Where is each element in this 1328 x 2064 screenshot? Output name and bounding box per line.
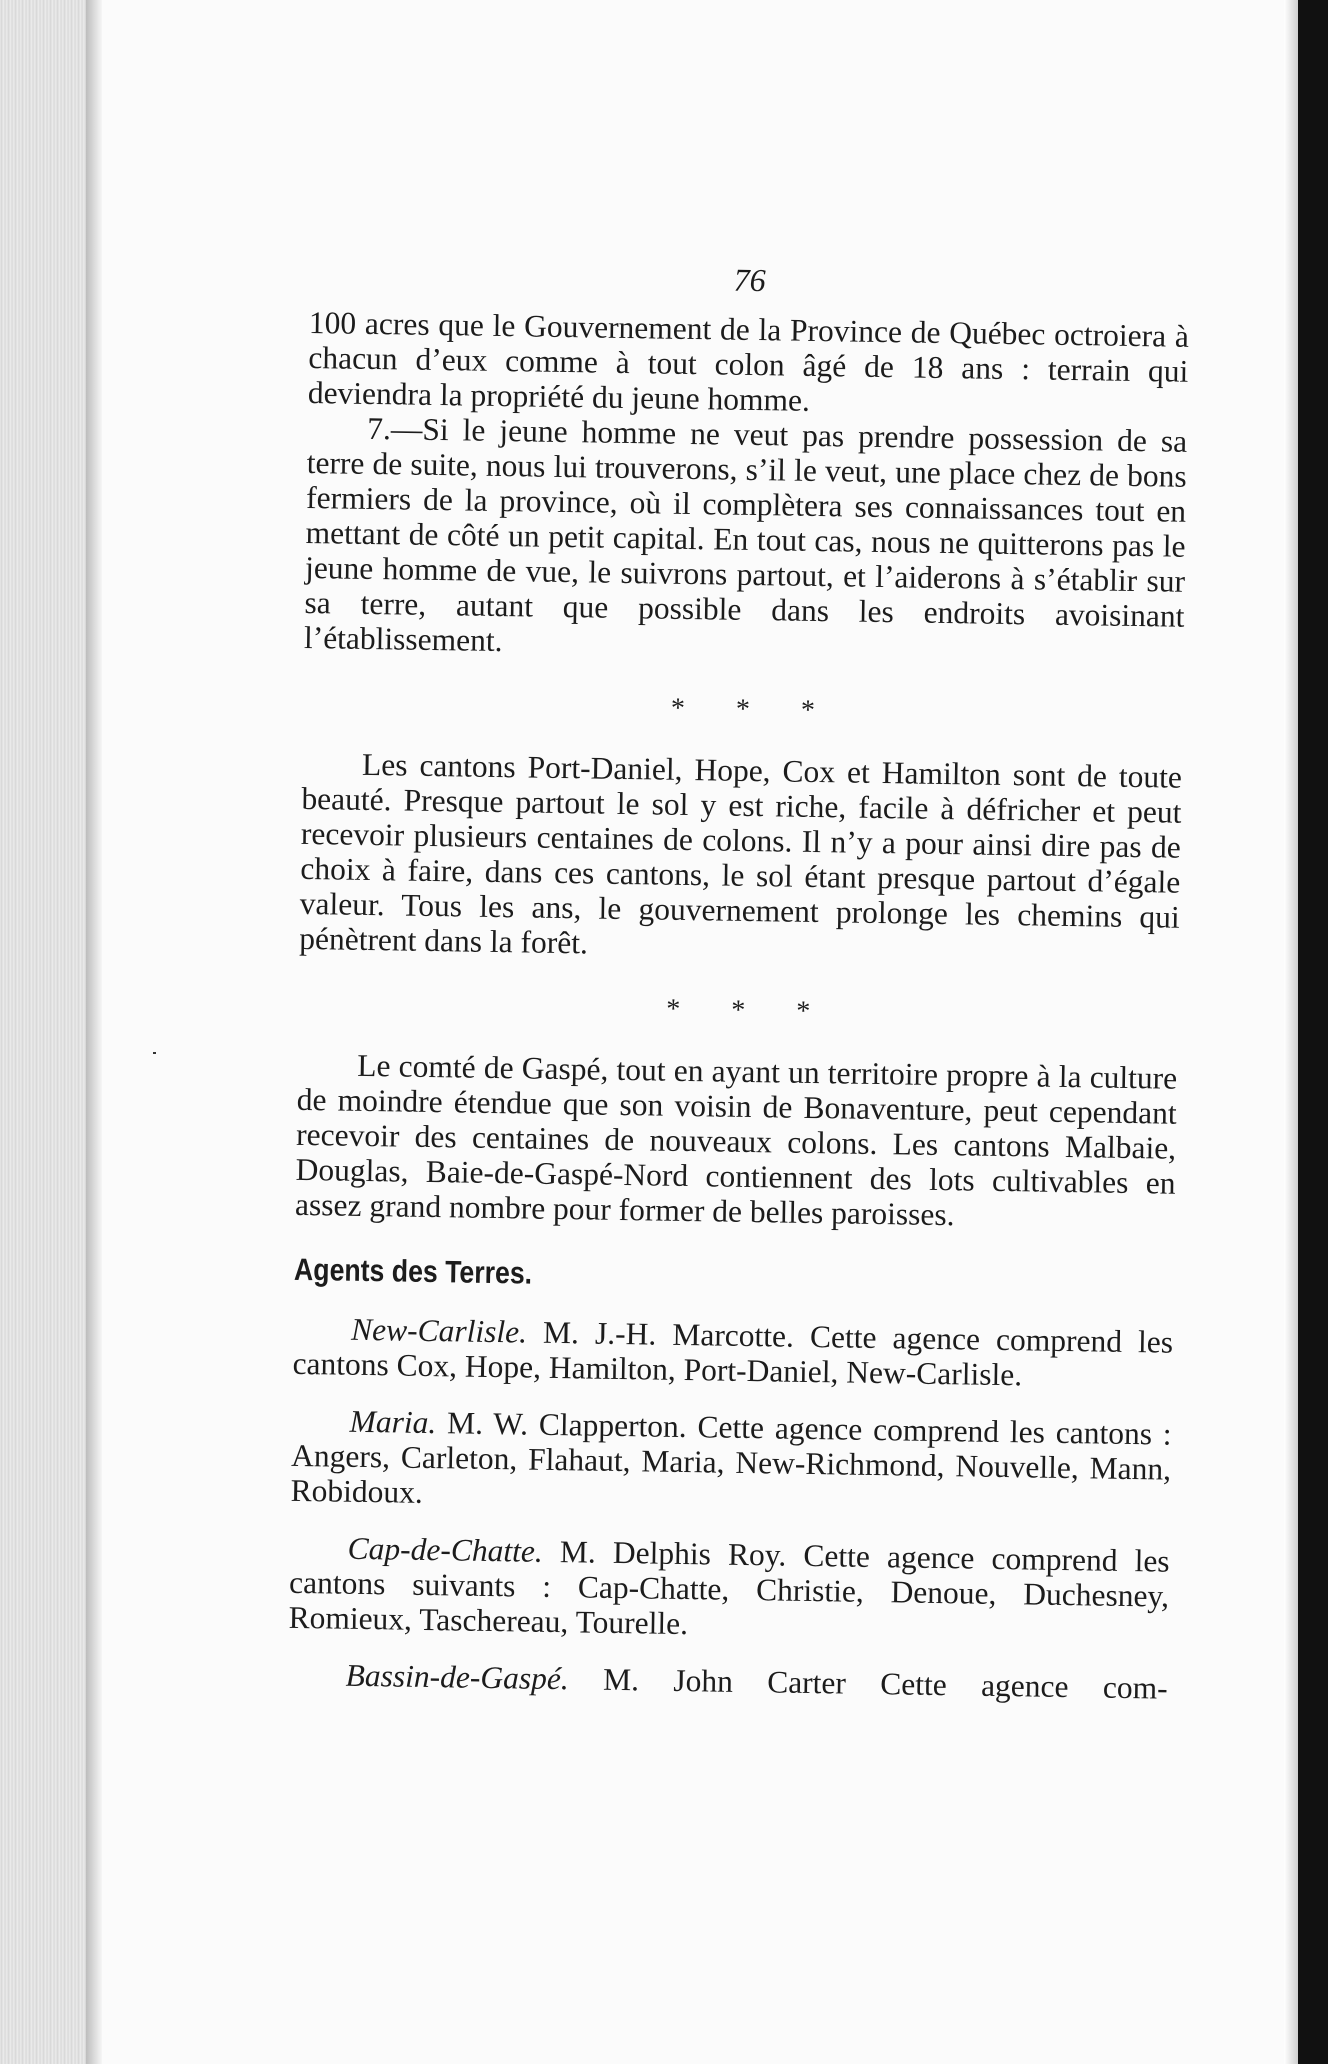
paragraph-item-7: 7.—Si le jeune homme ne veut pas prendre possession de sa terre de suite, nous lui trouverons, s’il le veut, une place chez de bons fermiers de la province, où il complètera ses connaissances tout en mettant de côté un petit capital. En tout cas, nous ne quitterons pas le jeune homme de vue, le suivrons partout, et l’aiderons à s’établir sur sa terre, autant que possible dans les endroits avoisinant l’établissement. (303, 410, 1188, 659)
paragraph-100-acres: 100 acres que le Gouvernement de la Province de Québec octroiera à chacun d’eux comme à tout colon âgé de 18 ans : terrain qui deviendra la propriété du jeune homme. (307, 304, 1190, 418)
agency-place: Maria. (349, 1403, 437, 1441)
agency-text: M. J.-H. Marcotte. Cette agence comprend les cantons Cox, Hope, Hamilton, Port-Daniel, New-Carlisle. (292, 1314, 1174, 1393)
ink-speck (153, 1052, 156, 1054)
section-separator: * * * (670, 692, 838, 727)
section-heading: Agents des Terres. (293, 1251, 533, 1291)
agency-entry (292, 1311, 1173, 1395)
paragraph-cantons: Les cantons Port-Daniel, Hope, Cox et Hamilton sont de toute beauté. Presque partout le sol y est riche, facile à défricher et peut recevoir plusieurs centaines de colons. Il n’y a pour ainsi dire pas de choix à faire, dans ces cantons, le sol étant presque partout d’égale valeur. Tous les ans, le gouvernement prolonge les chemins qui pénètrent dans la forêt. (299, 746, 1183, 961)
agency-entry (290, 1403, 1172, 1522)
agency-place: Bassin-de-Gaspé. (345, 1657, 570, 1697)
paragraph-gaspe: Le comté de Gaspé, tout en ayant un territoire propre à la culture de moindre étendue que son voisin de Bonaventure, peut cependant recevoir des centaines de nouveaux colons. Les cantons Malbaie, Douglas, Baie-de-Gaspé-Nord contiennent des lots cultivables en assez grand nombre pour former de belles paroisses. (294, 1047, 1178, 1233)
page-text-block (287, 256, 1190, 1728)
agency-text: M. Delphis Roy. Cette agence comprend les cantons suivants : Cap-Chatte, Christie, Denoue, Duchesney, Romieux, Taschereau, Tourelle. (288, 1533, 1170, 1642)
agency-place: New-Carlisle. (350, 1311, 528, 1350)
agency-entry (287, 1657, 1167, 1706)
binding-shadow (86, 0, 102, 2064)
page-right-edge (1284, 0, 1298, 2064)
page-number: 76 (733, 261, 766, 299)
agency-entry (288, 1530, 1170, 1649)
agency-text: M. W. Clapperton. Cette agence comprend les cantons : Angers, Carleton, Flahaut, Maria, New-Richmond, Nouvelle, Mann, Robidoux. (290, 1405, 1172, 1510)
section-separator: * * * (665, 993, 833, 1028)
agency-place: Cap-de-Chatte. (347, 1530, 544, 1569)
book-page-edges (0, 0, 96, 2064)
agency-text: M. John Carter Cette agence com- (568, 1661, 1168, 1706)
scanner-background-strip (1298, 0, 1328, 2064)
